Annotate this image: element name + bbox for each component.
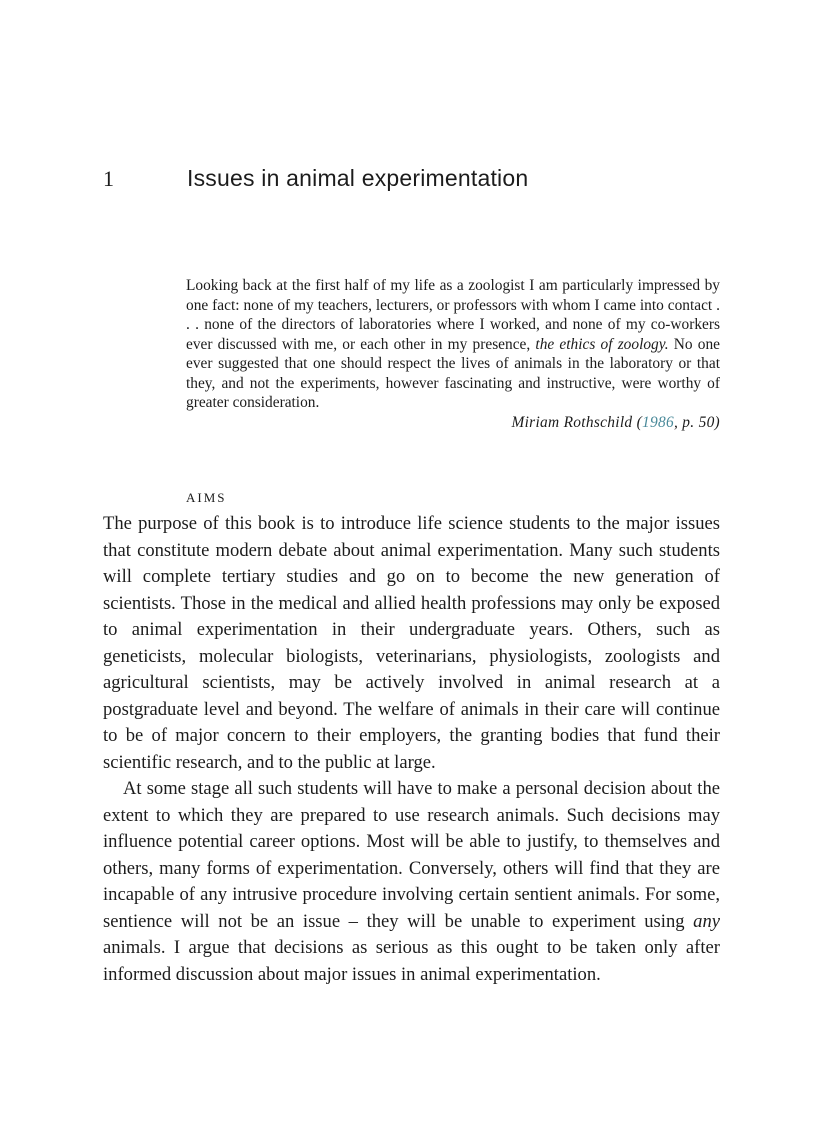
paragraph-2-emphasis: any <box>693 910 720 932</box>
chapter-number: 1 <box>103 166 115 191</box>
epigraph-text <box>186 276 720 413</box>
epigraph-text-end: No one ever suggested that one should respect the lives of animals in the laboratory or that they, and not the experiments, however fascinating and instructive, were worthy of greater consideration. <box>186 335 721 411</box>
citation-year-link[interactable]: 1986 <box>642 413 674 431</box>
epigraph-emphasis: the ethics of zoology. <box>535 335 669 353</box>
paragraph-1: The purpose of this book is to introduce life science students to the major issues that constitute modern debate about animal experimentation. Many such students will complete tertiary studies and go on to become the new generation of scientists. Those in the medical and allied health professions may only be exposed to animal experimentation in their undergraduate years. Others, such as geneticists, molecular biologists, veterinarians, physiologists, zoologists and agricultural scientists, may be actively involved in animal research at a postgraduate level and beyond. The welfare of animals in their care will continue to be of major concern to their employers, the granting bodies that fund their scientific research, and to the public at large. <box>103 513 720 773</box>
paragraph-2-start: At some stage all such students will have to make a personal decision about the extent to which they are prepared to use research animals. Such decisions may influence potential career options. Most will be able to justify, to themselves and others, many forms of experimentation. Conversely, others will find that they are incapable of any intrusive procedure involving certain sentient animals. For some, sentience will not be an issue – they will be unable to experiment using <box>103 778 720 932</box>
attribution-author: Miriam Rothschild ( <box>511 413 642 431</box>
section-heading: AIMS <box>186 490 227 505</box>
epigraph-text-start: Looking back at the first half of my life as a zoologist I am particularly impressed by one fact: none of my teachers, lecturers, or professors with whom I came into contact . . . none of the directors of laboratories where I worked, and none of my co-workers ever discussed with me, or each other in my presence, <box>186 277 720 353</box>
body-text <box>103 511 720 988</box>
paragraph-2-end: animals. I argue that decisions as serious as this ought to be taken only after informed discussion about major issues in animal experimentation. <box>103 937 720 985</box>
epigraph-attribution <box>186 413 720 433</box>
epigraph <box>186 276 720 432</box>
paragraph-2 <box>103 776 720 988</box>
attribution-page: , p. 50) <box>673 413 720 431</box>
chapter-title: Issues in animal experimentation <box>187 165 529 191</box>
